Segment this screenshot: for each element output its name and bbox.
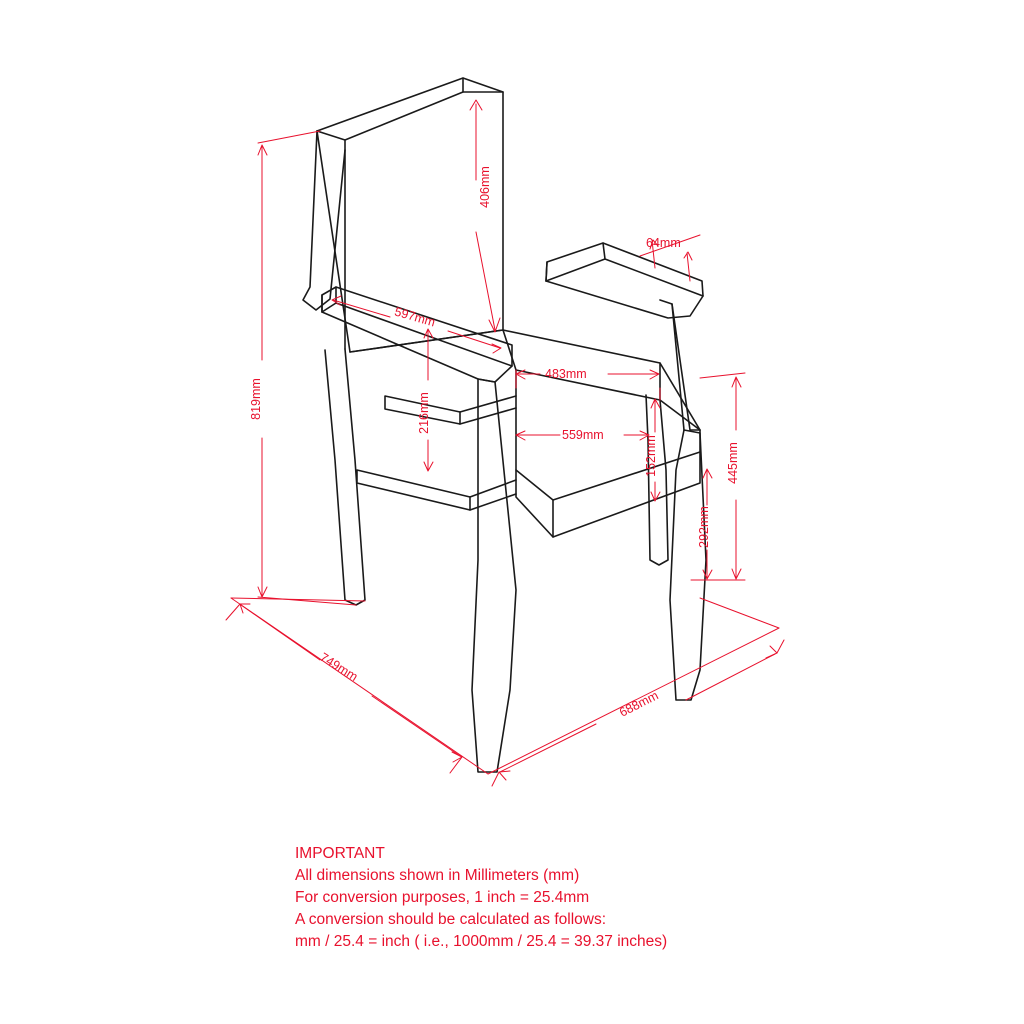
dim-line-749-b	[372, 696, 460, 756]
notes-heading: IMPORTANT	[295, 845, 385, 862]
dim-ext-445-top	[700, 373, 745, 378]
dim-ext-819-bottom	[258, 597, 356, 605]
stretcher-connector	[470, 480, 516, 497]
dim-ext-819-top	[258, 131, 320, 143]
back-left-stile	[303, 131, 345, 310]
dim-label-seat-height: 445mm	[725, 442, 740, 484]
seat-cushion-top-edge	[516, 370, 700, 430]
notes-line-2: For conversion purposes, 1 inch = 25.4mm	[295, 889, 590, 906]
notes-line-4: mm / 25.4 = inch ( i.e., 1000mm / 25.4 = 39.37 inches)	[295, 933, 668, 950]
ground-link-right	[700, 598, 779, 628]
dim-tick-688-a	[492, 772, 499, 786]
dim-label-seat-width: 483mm	[545, 367, 587, 381]
dim-label-armrest-width: 64mm	[646, 236, 681, 250]
dim-label-arm-to-arm-depth: 597mm	[392, 304, 437, 330]
dim-tick-749-a	[226, 604, 240, 620]
dim-label-arm-height-from-seat: 216mm	[416, 392, 431, 434]
dim-label-backrest-height: 406mm	[477, 166, 492, 208]
right-arm-post	[660, 300, 700, 430]
left-armrest	[322, 287, 512, 382]
rear-right-leg	[643, 395, 668, 565]
right-armrest-back	[546, 262, 547, 281]
front-left-leg	[472, 379, 516, 772]
notes-line-1: All dimensions shown in Millimeters (mm)	[295, 867, 580, 884]
dim-label-overall-height: 819mm	[248, 378, 263, 420]
stretcher-connector-lower	[470, 494, 516, 510]
right-armrest-inner-edge	[546, 259, 605, 281]
dim-label-overall-width: 688mm	[617, 688, 661, 720]
dim-arrow-688-a	[499, 771, 510, 780]
dim-line-688-b	[686, 654, 775, 700]
dim-label-seat-depth: 559mm	[562, 428, 604, 442]
dim-label-seat-front-height: 292mm	[696, 506, 711, 548]
dim-tick-749-b	[450, 757, 462, 773]
side-stretcher-lower-left	[357, 470, 470, 510]
backrest-inner-top	[345, 92, 503, 140]
notes-line-3: A conversion should be calculated as follows:	[295, 911, 607, 928]
dim-line-406-b	[476, 232, 495, 330]
dim-line-749-a	[241, 605, 320, 660]
dim-tick-688-b	[777, 640, 784, 653]
dim-label-overall-depth: 749mm	[317, 650, 361, 684]
dim-line-688-a	[500, 724, 596, 772]
important-notes	[295, 843, 667, 953]
dim-line-64-b	[687, 253, 690, 281]
dim-label-seat-thickness: 152mm	[643, 435, 658, 477]
rear-left-leg	[325, 349, 365, 605]
right-armrest	[546, 243, 703, 318]
